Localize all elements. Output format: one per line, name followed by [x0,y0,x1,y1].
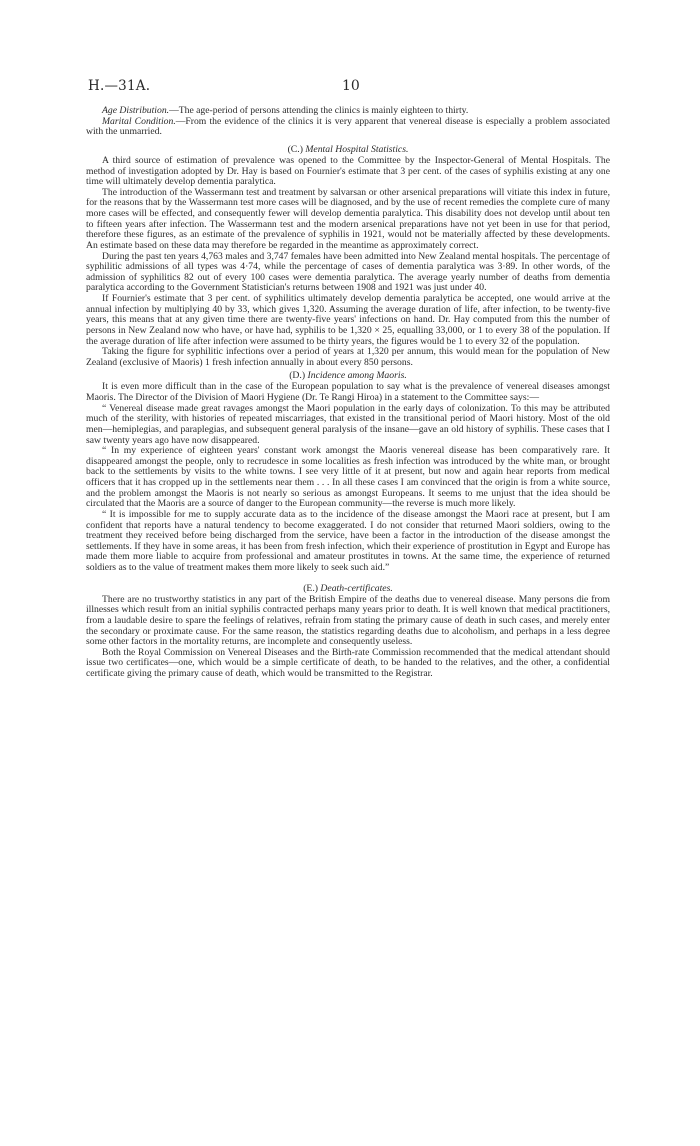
marital-condition-label: Marital Condition. [102,115,176,127]
quoted-paragraph: “ Venereal disease made great ravages amongst the Maori population in the early days of colonization. To this may be attributed much of the sterility, with histories of repeated miscarriages, that existed in the transitional period of Maori history. Most of the old men—hemiplegias, and paraplegias, and subsequent general paralysis of the insane—gave an old history of syphilis. These cases that I saw twenty years ago have now disappeared. [86,402,610,446]
section-title: Incidence among Maoris. [307,370,407,382]
quoted-paragraph: “ It is impossible for me to supply accurate data as to the incidence of the disease amongst the Maori race at present, but I am confident that reports have a natural tendency to become exaggerated. I do not consider that returned Maori soldiers, owing to the treatment they received before being discharged from the service, have been a factor in the introduction of the disease amongst the settlements. If they have in some areas, it has been from fresh infection, which their experience of prostitution in Egypt and Europe has made them more liable to acquire from professional and amateur prostitutes in towns. At the same time, the experience of returned soldiers as to the value of treatment makes them more likely to seek such aid.” [86,508,610,573]
paragraph: A third source of estimation of prevalence was opened to the Committee by the Inspector-General of Mental Hospitals. The method of investigation adopted by Dr. Hay is based on Fournier's estimate that 3 per cent. of the cases of syphilis existing at any one time will ultimately develop dementia paralytica. [86,154,610,188]
paragraph: The introduction of the Wassermann test and treatment by salvarsan or other arsenical preparations will vitiate this index in future, for the reasons that by the Wassermann test more cases will be diagnosed, and by the use of recent remedies the complete cure of many more cases will be effected, and consequently fewer will develop dementia paralytica. This disability does not develop until about ten to fifteen years after infection. The Wassermann test and the modern arsenical preparations have not yet been in use for that period, therefore these figures, as an estimate of the prevalence of syphilis in 1921, would not be materially affected by these developments. An estimate based on these data may therefore be regarded in the meantime as approximately correct. [86,186,610,251]
paragraph: Both the Royal Commission on Venereal Diseases and the Birth-rate Commission recommended that the medical attendant should issue two certificates—one, which would be a simple certificate of death, to be handed to the relatives, and the other, a confidential certificate giving the primary cause of death, which would be transmitted to the Registrar. [86,646,610,679]
section-title: Death-certificates. [320,582,393,594]
age-distribution-label: Age Distribution. [102,105,170,116]
section-title: Mental Hospital Statistics. [305,143,409,155]
section-prefix: (E.) [303,582,318,594]
paragraph: There are no trustworthy statistics in any part of the British Empire of the deaths due to venereal disease. Many persons die from illnesses which result from an initial syphilis contracted perhaps many years prior to death. It is well known that medical practitioners, from a laudable desire to spare the feelings of relatives, refrain from stating the primary cause of death in such cases, and merely enter the secondary or proximate cause. For the same reason, the statistics regarding deaths due to alcoholism, and perhaps in a less degree some other factors in the mortality returns, are incomplete and consequently useless. [86,593,610,648]
section-prefix: (D.) [289,370,306,382]
section-prefix: (C.) [287,143,303,155]
quoted-paragraph: “ In my experience of eighteen years' constant work amongst the Maoris venereal disease has been comparatively rare. It disappeared amongst the people, only to recrudesce in some localities as fresh infection was introduced by the white man, or brought back to the settlements by visits to the white towns. I see very little of it at present, but now and again hear reports from medical officers that it has cropped up in the settlements near them . . . In all these cases I am convinced that the origin is from a white source, and the problem amongst the Maoris is not nearly so serious as amongst Europeans. It seems to me unjust that the idea should be circulated that the Maoris are a source of danger to the European community—the reverse is much more likely. [86,445,610,510]
age-distribution-text: —The age-period of persons attending the clinics is mainly eighteen to thirty. [169,105,469,116]
document-reference: H.—31A. [88,78,151,94]
paragraph: Taking the figure for syphilitic infections over a period of years at 1,320 per annum, this would mean for the population of New Zealand (exclusive of Maoris) 1 fresh infection annually in about every 850 persons. [86,346,610,368]
page-header [88,78,608,98]
marital-condition-text: —From the evidence of the clinics it is very apparent that venereal disease is especially a problem associated with the unmarried. [86,115,610,138]
paragraph: It is even more difficult than in the case of the European population to say what is the prevalence of venereal diseases amongst Maoris. The Director of the Division of Maori Hygiene (Dr. Te Rangi Hiroa) in a statement to the Committee says:— [86,381,610,403]
paragraph: During the past ten years 4,763 males and 3,747 females have been admitted into New Zealand mental hospitals. The percentage of syphilitic admissions of all types was 4·74, while the percentage of cases of dementia paralytica was 3·89. In other words, of the admission of syphilitics 82 out of every 100 cases were dementia paralytica. The average yearly number of deaths from dementia paralytica according to the Government Statistician's returns between 1908 and 1921 was just under 40. [86,250,610,294]
marital-condition-paragraph [86,117,610,138]
document-body [86,106,610,680]
section-heading-death-certificates [86,583,610,595]
paragraph: If Fournier's estimate that 3 per cent. of syphilitics ultimately develop dementia paralytica be accepted, one would arrive at the annual infection by multiplying 40 by 33, which gives 1,320. Assuming the average duration of life, after infection, to be twenty-five years, this means that at any given time there are twenty-five years' infections on hand. Dr. Hay computed from this the number of persons in New Zealand now who have, or have had, syphilis to be 1,320 × 25, equalling 33,000, or 1 to every 38 of the population. If the average duration of life after infection were assumed to be thirty years, the figures would be 1 to every 32 of the population. [86,293,610,347]
page-number: 10 [342,78,360,94]
